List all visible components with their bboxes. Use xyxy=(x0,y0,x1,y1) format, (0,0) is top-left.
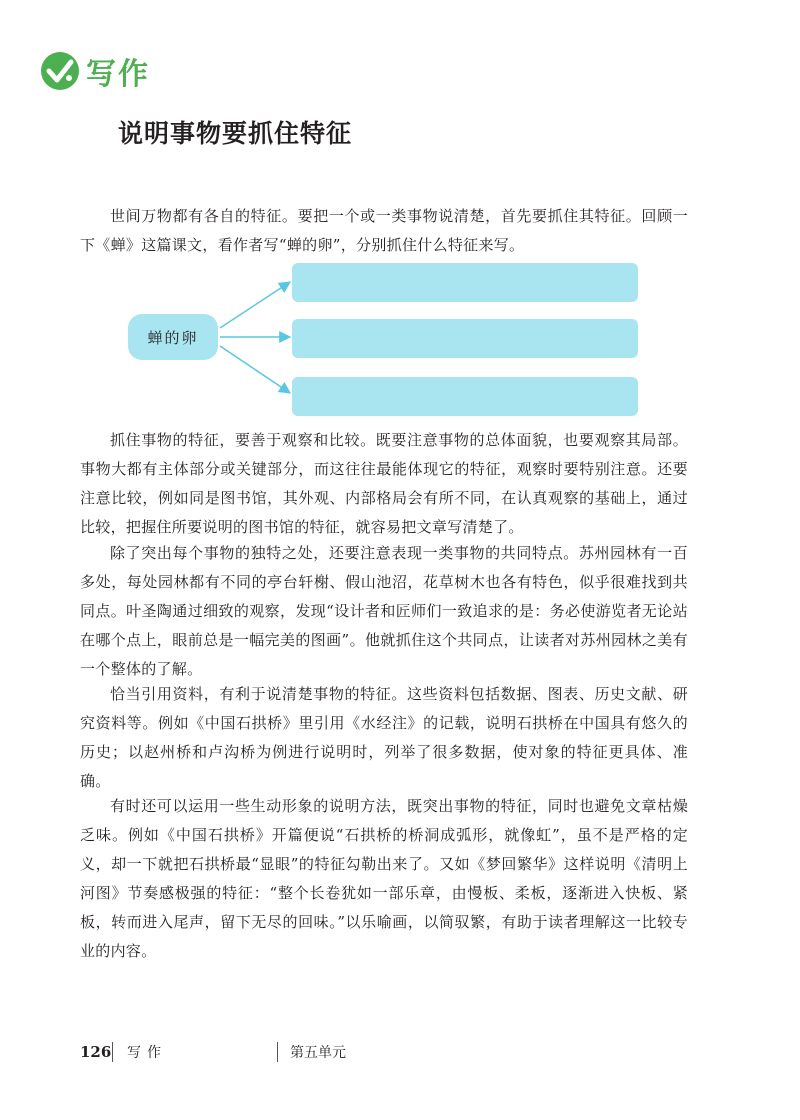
arrow-to-blank-1 xyxy=(220,282,290,328)
feature-diagram xyxy=(128,262,640,418)
page-footer xyxy=(80,1040,346,1064)
intro-paragraph: 世间万物都有各自的特征。要把一个或一类事物说清楚，首先要抓住其特征。回顾一下《蝉》这篇课文，看作者写“蝉的卵”，分别抓住什么特征来写。 xyxy=(80,207,688,254)
body-paragraph: 恰当引用资料，有利于说清楚事物的特征。这些资料包括数据、图表、历史文献、研究资料等。例如《中国石拱桥》里引用《水经注》的记载，说明石拱桥在中国具有悠久的历史；以赵州桥和卢沟桥为例进行说明时，列举了很多数据，使对象的特征更具体、准确。 xyxy=(80,685,688,790)
body-paragraph: 除了突出每个事物的独特之处，还要注意表现一类事物的共同特点。苏州园林有一百多处，每处园林都有不同的亭台轩榭、假山池沼，花草树木也各有特色，似乎很难找到共同点。叶圣陶通过细致的观察，发现“设计者和匠师们一致追求的是：务必使游览者无论站在哪个点上，眼前总是一幅完美的图画”。他就抓住这个共同点，让读者对苏州园林之美有一个整体的了解。 xyxy=(80,544,688,678)
diagram-source-node: 蝉的卵 xyxy=(128,314,218,360)
diagram-blank-box-2[interactable] xyxy=(292,319,638,358)
diagram-blank-box-1[interactable] xyxy=(292,263,638,302)
page-title: 说明事物要抓住特征 xyxy=(118,119,353,148)
diagram-blank-box-3[interactable] xyxy=(292,377,638,416)
body-paragraph: 有时还可以运用一些生动形象的说明方法，既突出事物的特征，同时也避免文章枯燥乏味。例如《中国石拱桥》开篇便说“石拱桥的桥洞成弧形，就像虹”，虽不是严格的定义，却一下就把石拱桥最“显眼”的特征勾勒出来了。又如《梦回繁华》这样说明《清明上河图》节奏感极强的特征：“整个长卷犹如一部乐章，由慢板、柔板，逐渐进入快板、紧板，转而进入尾声，留下无尽的回味。”以乐喻画，以简驭繁，有助于读者理解这一比较专业的内容。 xyxy=(80,797,688,960)
body-paragraph: 抓住事物的特征，要善于观察和比较。既要注意事物的总体面貌，也要观察其局部。事物大都有主体部分或关键部分，而这往往最能体现它的特征，观察时要特别注意。还要注意比较，例如同是图书馆，其外观、内部格局会有所不同，在认真观察的基础上，通过比较，把握住所要说明的图书馆的特征，就容易把文章写清楚了。 xyxy=(80,431,688,536)
pen-check-leaf-icon xyxy=(40,51,80,91)
footer-divider xyxy=(277,1042,278,1062)
footer-unit-label: 第五单元 xyxy=(290,1045,346,1061)
section-header xyxy=(40,48,150,94)
footer-section-label: 写作 xyxy=(127,1045,167,1061)
page-number: 126 xyxy=(80,1043,112,1061)
arrow-to-blank-3 xyxy=(220,346,290,393)
section-label: 写作 xyxy=(86,57,150,92)
footer-divider xyxy=(112,1042,113,1062)
